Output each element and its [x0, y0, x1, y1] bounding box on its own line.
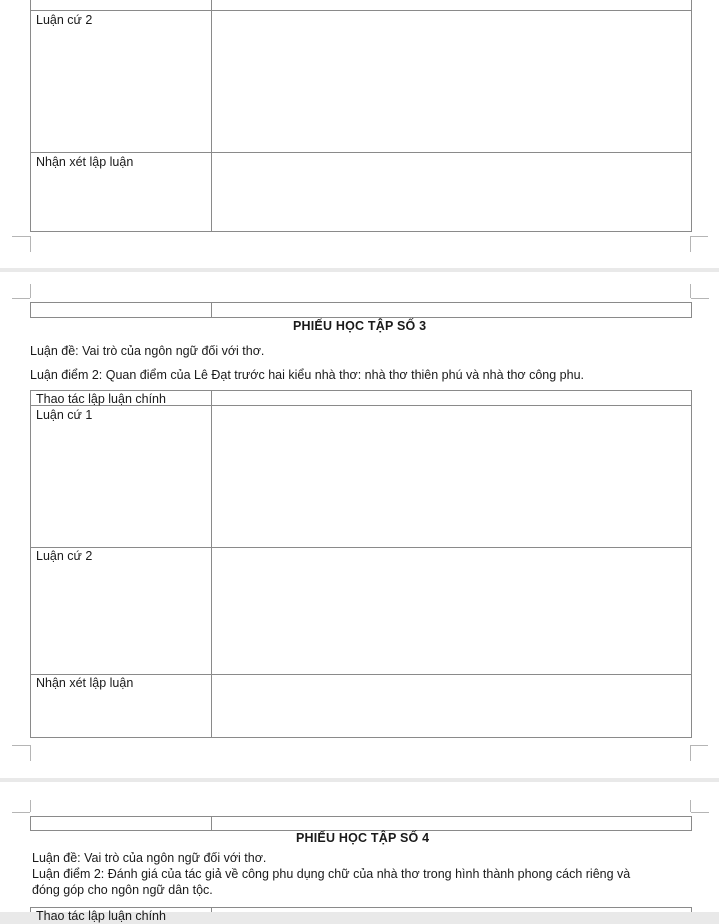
row-label-thao-tac: Thao tác lập luận chính — [36, 909, 166, 923]
corner-mark — [30, 284, 31, 298]
corner-mark — [30, 800, 31, 812]
corner-mark — [690, 236, 691, 252]
row-label-nhan-xet: Nhận xét lập luận — [36, 155, 134, 169]
corner-mark — [690, 284, 691, 298]
corner-mark — [690, 745, 691, 761]
sheet-4-luan-diem-line-1: Luận điểm 2: Đánh giá của tác giả về công phu dụng chữ của nhà thơ trong hình thành phong cách riêng và — [32, 867, 631, 881]
sheet-4-title: PHIẾU HỌC TẬP SỐ 4 — [296, 831, 430, 845]
sheet-3-luan-de: Luận đề: Vai trò của ngôn ngữ đối với thơ. — [30, 344, 265, 358]
row-label-luan-cu-2: Luận cứ 2 — [36, 13, 93, 27]
row-label-luan-cu-1: Luận cứ 1 — [36, 408, 93, 422]
corner-mark — [30, 745, 31, 761]
row-label-thao-tac: Thao tác lập luận chính — [36, 392, 166, 406]
document-page-1 — [0, 0, 719, 268]
corner-mark — [12, 298, 30, 299]
row-label-luan-cu-2: Luận cứ 2 — [36, 549, 93, 563]
sheet-4-luan-diem-line-2: đóng góp cho ngôn ngữ dân tộc. — [32, 883, 213, 897]
document-page-3 — [0, 782, 719, 923]
corner-mark — [12, 236, 30, 237]
corner-mark — [690, 800, 691, 812]
corner-mark — [12, 745, 30, 746]
corner-mark — [690, 236, 708, 237]
sheet-3-luan-diem: Luận điểm 2: Quan điểm của Lê Đạt trước hai kiểu nhà thơ: nhà thơ thiên phú và nhà thơ công phu. — [30, 368, 585, 382]
sheet-4-luan-de: Luận đề: Vai trò của ngôn ngữ đối với thơ. — [32, 851, 267, 865]
corner-mark — [30, 236, 31, 252]
row-label-nhan-xet: Nhận xét lập luận — [36, 676, 134, 690]
corner-mark — [691, 812, 709, 813]
sheet-3-title: PHIẾU HỌC TẬP SỐ 3 — [293, 319, 427, 333]
corner-mark — [12, 812, 30, 813]
document-page-2 — [0, 272, 719, 778]
corner-mark — [691, 298, 709, 299]
corner-mark — [690, 745, 708, 746]
